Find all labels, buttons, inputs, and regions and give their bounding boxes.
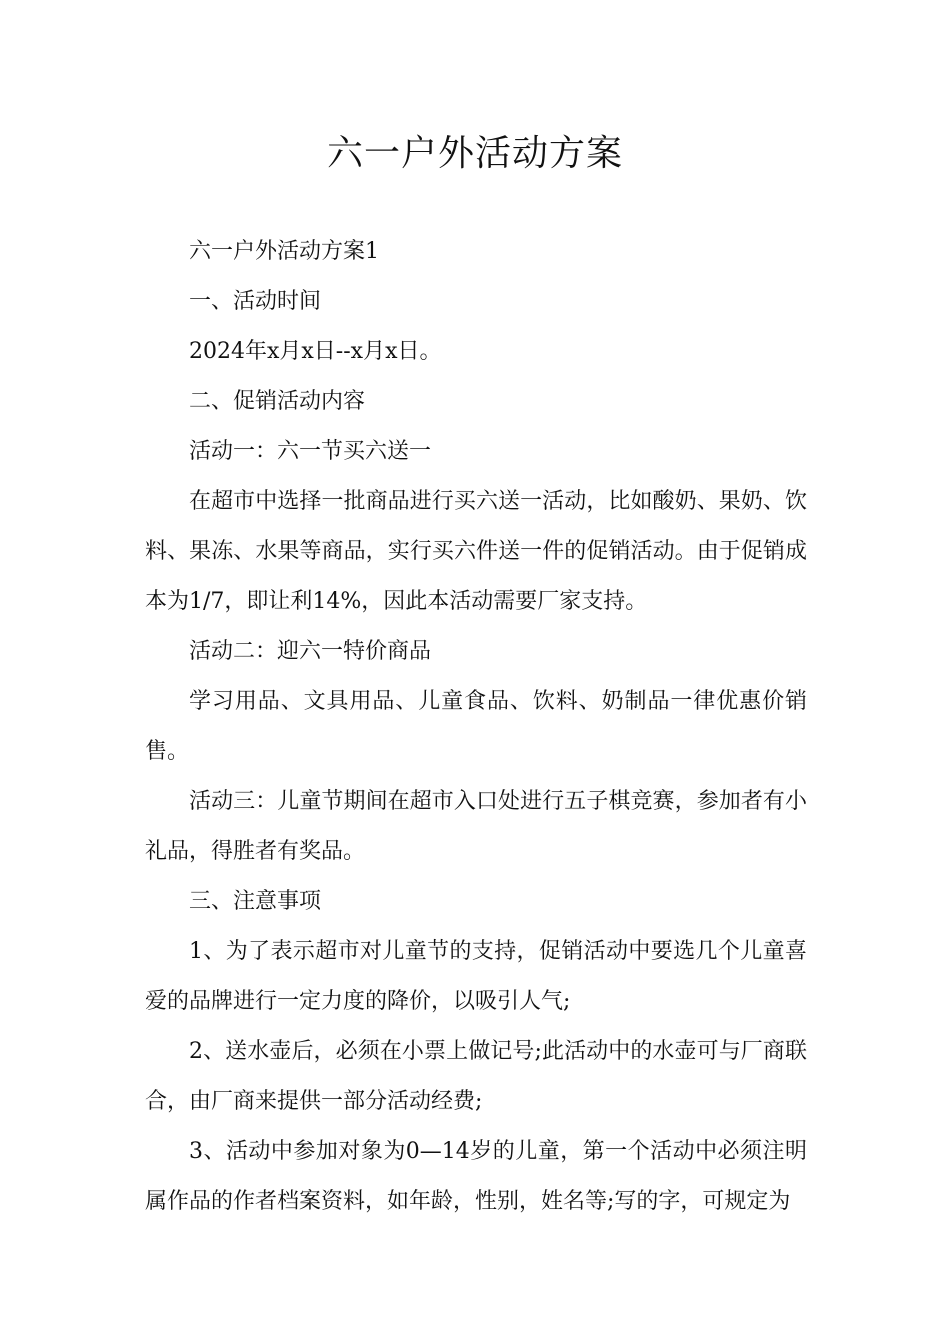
paragraph-activity-one-body: 在超市中选择一批商品进行买六送一活动，比如酸奶、果奶、饮料、果冻、水果等商品，实行买六件送一件的促销活动。由于促销成本为1/7，即让利14%，因此本活动需要厂家支持。 — [145, 489, 807, 614]
paragraph-activity-three: 活动三：儿童节期间在超市入口处进行五子棋竞赛，参加者有小礼品，得胜者有奖品。 — [145, 789, 807, 864]
paragraph-note-two: 2、送水壶后，必须在小票上做记号;此活动中的水壶可与厂商联合，由厂商来提供一部分活动经费; — [145, 1039, 807, 1114]
paragraph-date-range: 2024年x月x日--x月x日。 — [189, 339, 442, 364]
document-title: 六一户外活动方案 — [326, 133, 623, 174]
paragraph-section-time: 一、活动时间 — [189, 289, 322, 314]
paragraph-activity-two-title: 活动二：迎六一特价商品 — [189, 639, 432, 664]
paragraph-note-one: 1、为了表示超市对儿童节的支持，促销活动中要选几个儿童喜爱的品牌进行一定力度的降价，以吸引人气; — [145, 939, 807, 1014]
paragraph-plan-heading: 六一户外活动方案1 — [189, 239, 379, 264]
document-body — [145, 227, 807, 1227]
paragraph-note-three: 3、活动中参加对象为0—14岁的儿童，第一个活动中必须注明属作品的作者档案资料，如年龄，性别，姓名等;写的字，可规定为 — [145, 1139, 807, 1214]
paragraph-activity-one-title: 活动一：六一节买六送一 — [189, 439, 432, 464]
paragraph-section-notes: 三、注意事项 — [189, 889, 322, 914]
paragraph-section-promotion: 二、促销活动内容 — [189, 389, 366, 414]
paragraph-activity-two-body: 学习用品、文具用品、儿童食品、饮料、奶制品一律优惠价销售。 — [145, 689, 807, 764]
